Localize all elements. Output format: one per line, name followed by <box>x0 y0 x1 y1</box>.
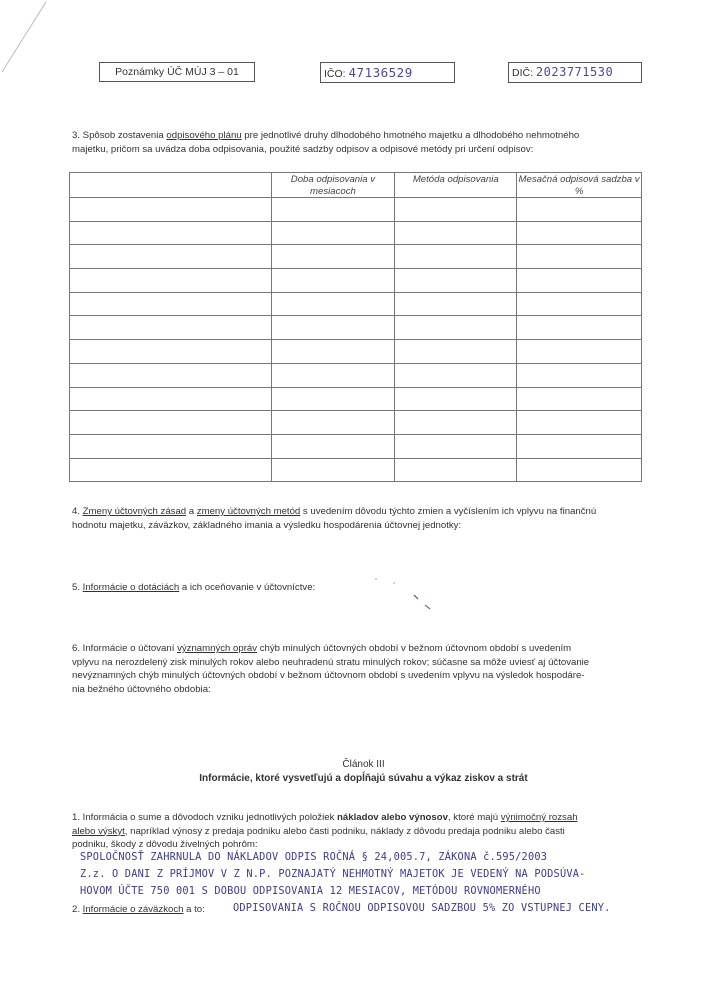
table-cell <box>517 387 642 411</box>
item-1-bold: nákladov alebo výnosov <box>337 812 448 823</box>
table-row <box>70 221 642 245</box>
section-6-suffix: chýb minulých účtovných období v bežnom účtovnom období s uvedením <box>257 643 572 654</box>
table-cell <box>70 316 272 340</box>
table-cell <box>271 198 395 222</box>
notes-reference-label: Poznámky ÚČ MÚJ 3 – 01 <box>115 66 239 78</box>
section-3-line2: majetku, pričom sa uvádza doba odpisovania, použité sadzby odpisov a odpisové metódy pri určení odpisov: <box>72 143 534 155</box>
item-2-text <box>72 903 205 917</box>
table-header-cell <box>70 173 272 198</box>
depreciation-table <box>69 172 642 482</box>
section-5-text <box>72 581 657 595</box>
ico-box <box>320 62 455 83</box>
table-row <box>70 363 642 387</box>
table-cell <box>271 221 395 245</box>
table-cell <box>395 198 517 222</box>
table-row <box>70 269 642 293</box>
section-4-text <box>72 505 657 532</box>
table-header-cell: Metóda odpisovania <box>395 173 517 198</box>
section-3-link: odpisového plánu <box>166 130 242 141</box>
table-cell <box>517 363 642 387</box>
table-row <box>70 387 642 411</box>
table-cell <box>395 269 517 293</box>
section-5-num: 5. <box>72 582 83 593</box>
table-cell <box>271 245 395 269</box>
table-cell <box>70 458 272 482</box>
table-cell <box>517 198 642 222</box>
table-cell <box>70 269 272 293</box>
table-cell <box>395 434 517 458</box>
section-5-link: Informácie o dotáciách <box>82 582 180 593</box>
table-cell <box>395 292 517 316</box>
item-1-mid: , ktoré majú <box>447 812 501 823</box>
notes-reference-box <box>99 62 255 82</box>
dic-value: 2023771530 <box>535 65 614 79</box>
ico-value: 47136529 <box>348 65 413 80</box>
section-6-line3: nevýznamných chýb minulých účtovných období v bežnom účtovnom období s uvedením vplyvu na výsledok hospodáre- <box>72 670 585 682</box>
table-cell <box>271 387 395 411</box>
section-6-link: významných opráv <box>177 643 258 654</box>
item-1-link1: výnimočný rozsah <box>500 812 578 823</box>
scan-artifact <box>0 0 60 80</box>
table-cell <box>271 363 395 387</box>
table-cell <box>395 387 517 411</box>
table-cell <box>517 269 642 293</box>
table-cell <box>70 340 272 364</box>
item-2-suffix: a to: <box>183 904 205 915</box>
table-cell <box>517 292 642 316</box>
table-cell <box>271 316 395 340</box>
table-row <box>70 245 642 269</box>
table-cell <box>271 458 395 482</box>
section-3-prefix: 3. Spôsob zostavenia <box>72 130 167 141</box>
section-5-suffix: a ich oceňovanie v účtovníctve: <box>179 582 316 593</box>
section-6-line2: vplyvu na nerozdelený zisk minulých rokov alebo neuhradenú stratu minulých rokov; súčasne sa môže uviesť aj účtovanie <box>72 656 590 668</box>
item-1-line2-rest: , napríklad výnosy z predaja podniku alebo časti podniku, náklady z dôvodu predaja podniku alebo časti <box>124 825 565 837</box>
table-cell <box>395 316 517 340</box>
table-row <box>70 198 642 222</box>
article-subtitle: Informácie, ktoré vysvetľujú a dopĺňajú súvahu a výkaz ziskov a strát <box>199 773 528 784</box>
item-1-prefix: 1. Informácia o sume a dôvodoch vzniku jednotlivých položiek <box>72 812 338 823</box>
table-cell <box>271 340 395 364</box>
handwritten-line-1: SPOLOČNOSŤ ZAHRNULA DO NÁKLADOV ODPIS ROČNÁ § 24,005.7, ZÁKONA č.595/2003 <box>80 851 548 863</box>
table-cell <box>517 458 642 482</box>
ico-label: IČO: <box>324 68 346 80</box>
table-cell <box>70 387 272 411</box>
table-row <box>70 316 642 340</box>
table-cell <box>70 363 272 387</box>
article-title: Článok III <box>342 759 385 770</box>
table-cell <box>517 221 642 245</box>
table-header-cell: Mesačná odpisová sadzba v % <box>518 174 640 197</box>
table-cell <box>70 411 272 435</box>
table-cell <box>517 316 642 340</box>
table-cell <box>517 340 642 364</box>
table-cell <box>70 434 272 458</box>
table-row <box>70 340 642 364</box>
table-cell <box>517 245 642 269</box>
table-cell <box>70 292 272 316</box>
table-cell <box>271 411 395 435</box>
section-4-mid: a <box>186 506 197 517</box>
item-1-line3: podniku, škody z dôvodu živelných pohrôm: <box>72 839 258 851</box>
section-6-prefix: 6. Informácie o účtovaní <box>72 643 178 654</box>
table-cell <box>395 411 517 435</box>
table-cell <box>271 292 395 316</box>
section-4-line2: hodnotu majetku, záväzkov, základného imania a výsledku hospodárenia účtovnej jednotky: <box>72 519 462 531</box>
table-header-row <box>70 173 642 198</box>
section-4-num: 4. <box>72 506 83 517</box>
table-cell <box>271 269 395 293</box>
table-cell <box>395 221 517 245</box>
handwritten-line-2: Z.z. O DANI Z PRÍJMOV V Z N.P. POZNAJATÝ NEHMOTNÝ MAJETOK JE VEDENÝ NA PODSÚVA- <box>80 868 586 880</box>
handwritten-line-4: ODPISOVANIA S ROČNOU ODPISOVOU SADZBOU 5% ZO VSTUPNEJ CENY. <box>233 902 611 914</box>
table-row <box>70 434 642 458</box>
section-4-suffix: s uvedením dôvodu týchto zmien a vyčíslením ich vplyvu na finančnú <box>300 506 597 517</box>
table-cell <box>70 198 272 222</box>
table-header-cell: Doba odpisovania v mesiacoch <box>271 173 395 198</box>
table-cell <box>517 411 642 435</box>
item-1-text <box>72 811 662 852</box>
section-6-text <box>72 642 662 696</box>
table-cell <box>70 245 272 269</box>
table-row <box>70 292 642 316</box>
stray-marks <box>370 575 440 615</box>
dic-label: DIČ: <box>512 67 533 79</box>
table-cell <box>70 221 272 245</box>
handwritten-line-3: HOVOM ÚČTE 750 001 S DOBOU ODPISOVANIA 12 MESIACOV, METÓDOU ROVNOMERNÉHO <box>80 885 541 897</box>
section-4-link1: Zmeny účtovných zásad <box>82 506 187 517</box>
section-4-link2: zmeny účtovných metód <box>196 506 301 517</box>
table-cell <box>395 363 517 387</box>
section-3-suffix: pre jednotlivé druhy dlhodobého hmotného majetku a dlhodobého nehmotného <box>241 130 580 141</box>
table-cell <box>395 458 517 482</box>
item-2-num: 2. <box>72 904 83 915</box>
table-cell <box>395 340 517 364</box>
item-1-link2: alebo výskyt <box>72 825 125 837</box>
table-cell <box>271 434 395 458</box>
item-2-link: Informácie o záväzkoch <box>82 904 184 915</box>
table-row <box>70 458 642 482</box>
table-row <box>70 411 642 435</box>
section-6-line4: nia bežného účtovného obdobia: <box>72 683 211 695</box>
table-cell <box>517 434 642 458</box>
table-cell <box>395 245 517 269</box>
dic-box <box>508 62 642 83</box>
section-3-text <box>72 129 652 156</box>
